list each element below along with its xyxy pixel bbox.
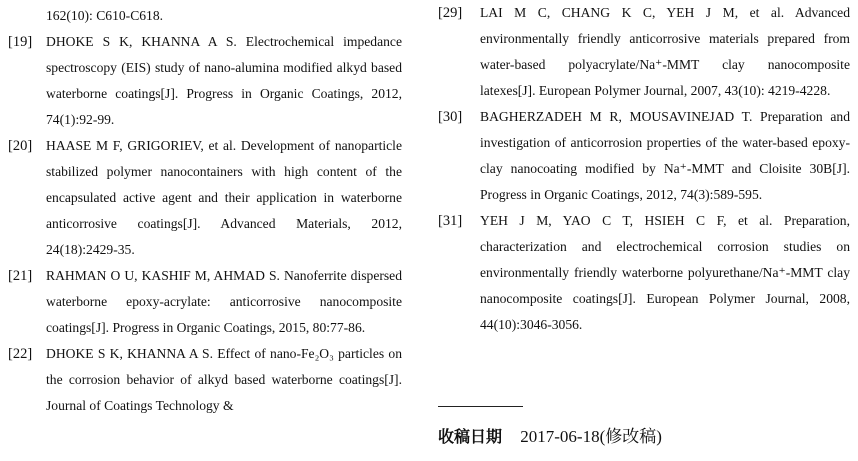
reference-21 [8, 263, 402, 341]
reference-20 [8, 133, 402, 263]
continued-reference-text: 162(10): C610-C618. [46, 8, 164, 23]
reference-number: [20] [8, 138, 33, 154]
reference-text: YEH J M, YAO C T, HSIEH C F, et al. Preparation, characterization and electrochemical corrosion studies on environmentally friendly waterborne polyurethane/Na⁺-MMT clay nanocomposite coatings[J]. European Polymer Journal, 2008, 44(10):3046-3056. [480, 213, 850, 332]
left-column [8, 0, 402, 419]
received-date-value: 2017-06-18(修改稿) [520, 427, 662, 446]
footnote-divider [438, 406, 523, 407]
reference-text: HAASE M F, GRIGORIEV, et al. Development of nanoparticle stabilized polymer nanocontainers with high content of the encapsulated active agent and their application in waterborne anticorrosive coatings[J]. Advanced Materials, 2012, 24(18):2429-35. [46, 138, 402, 257]
reference-number: [29] [438, 5, 463, 21]
reference-number: [22] [8, 346, 33, 362]
reference-29 [438, 0, 850, 104]
reference-19 [8, 29, 402, 133]
reference-number: [31] [438, 213, 463, 229]
reference-text: RAHMAN O U, KASHIF M, AHMAD S. Nanoferrite dispersed waterborne epoxy-acrylate: anticorrosive nanocomposite coatings[J]. Progress in Organic Coatings, 2015, 80:77-86. [46, 268, 402, 335]
reference-text: BAGHERZADEH M R, MOUSAVINEJAD T. Preparation and investigation of anticorrosion properties of the water-based epoxy-clay nanocoating modified by Na⁺-MMT and Cloisite 30B[J]. Progress in Organic Coatings, 2012, 74(3):589-595. [480, 109, 850, 202]
reference-number: [19] [8, 34, 33, 50]
reference-22 [8, 341, 402, 419]
reference-text: LAI M C, CHANG K C, YEH J M, et al. Advanced environmentally friendly anticorrosive materials prepared from water-based polyacrylate/Na⁺-MMT clay nanocomposite latexes[J]. European Polymer Journal, 2007, 43(10): 4219-4228. [480, 5, 850, 98]
reference-31 [438, 208, 850, 338]
received-date-label: 收稿日期 [438, 427, 503, 446]
reference-number: [30] [438, 109, 463, 125]
reference-30 [438, 104, 850, 208]
right-column [438, 0, 850, 338]
reference-text: DHOKE S K, KHANNA A S. Electrochemical impedance spectroscopy (EIS) study of nano-alumina modified alkyd based waterborne coatings[J]. Progress in Organic Coatings, 2012, 74(1):92-99. [46, 34, 402, 127]
reference-text: DHOKE S K, KHANNA A S. Effect of nano-Fe₂O₃ particles on the corrosion behavior of alkyd based waterborne coatings[J]. Journal of Coatings Technology & [46, 346, 402, 413]
reference-number: [21] [8, 268, 33, 284]
received-date-line [438, 424, 662, 450]
